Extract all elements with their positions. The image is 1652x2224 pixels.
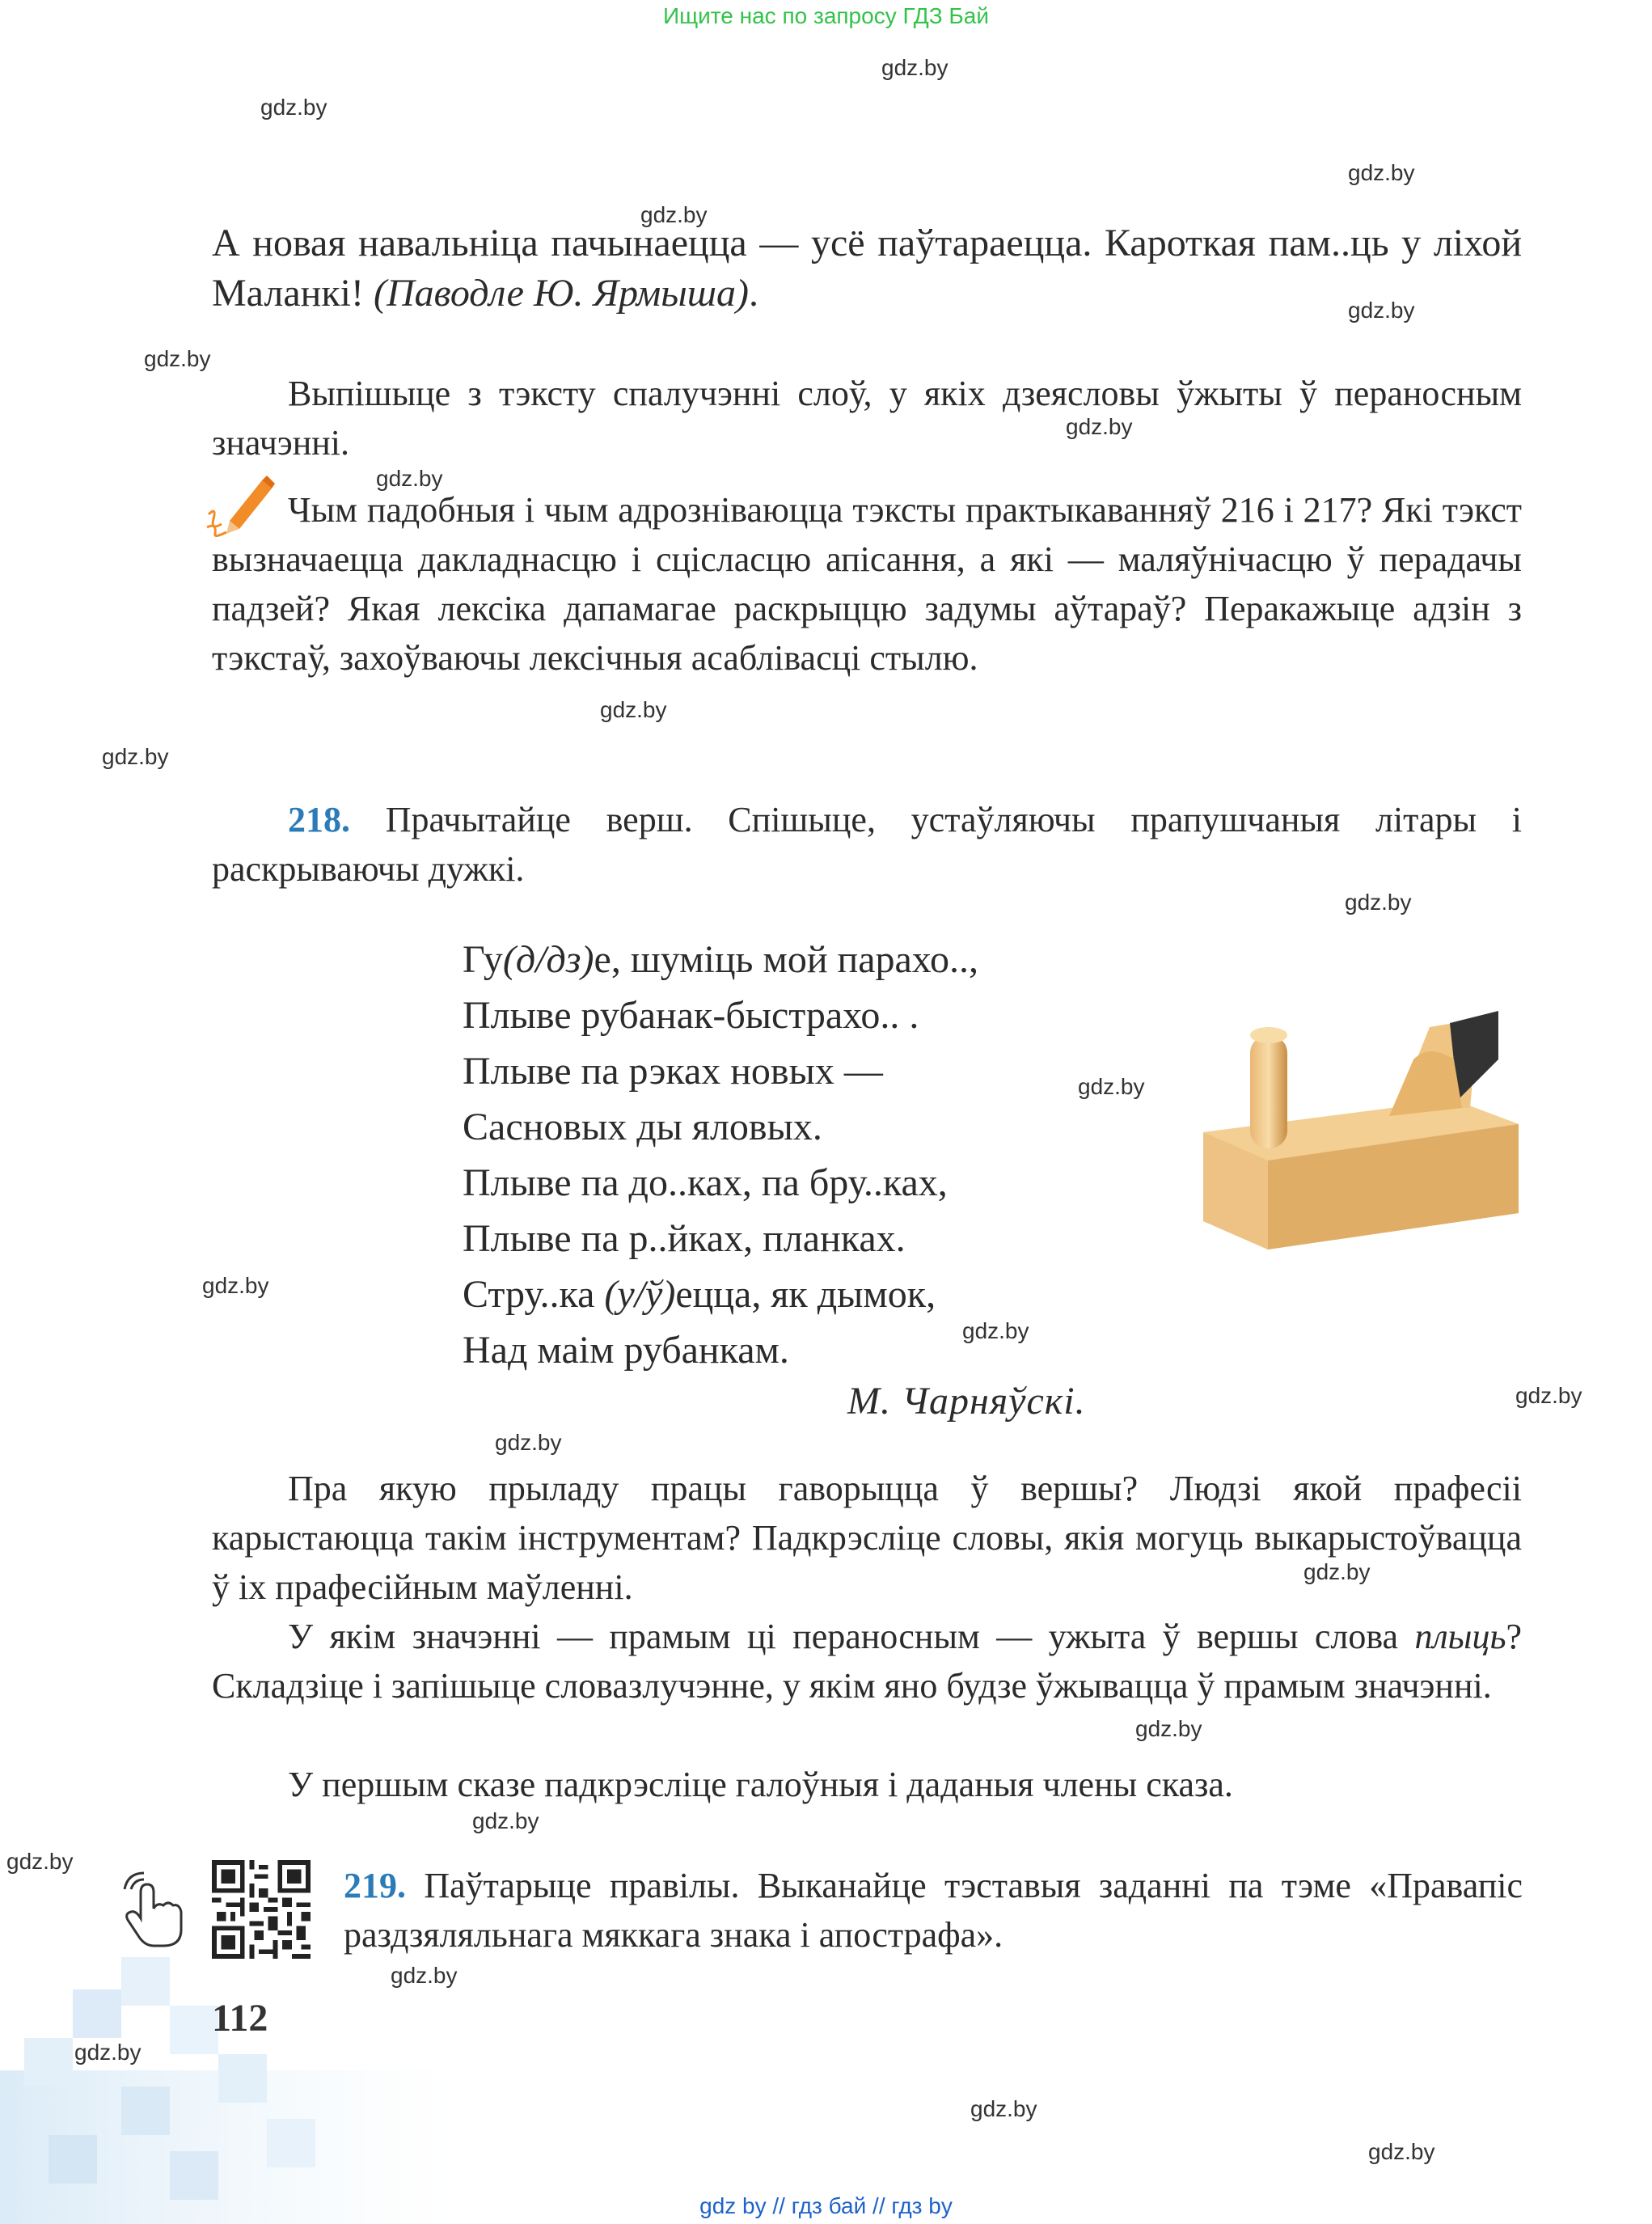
poem: [463, 932, 978, 1378]
poem-line: Плыве па рэках новых —: [463, 1050, 883, 1093]
watermark: gdz.by: [881, 55, 949, 80]
watermark: gdz.by: [1078, 1074, 1145, 1099]
poem-line: Плыве па р..йках, планках.: [463, 1217, 906, 1260]
watermark: gdz.by: [472, 1808, 539, 1833]
watermark: gdz.by: [1345, 890, 1412, 915]
watermark: gdz.by: [962, 1318, 1029, 1343]
exercise-218: 218. Прачытайце верш. Спішыце, устаўляючы прапушчаныя літары і раскрываючы дужкі.: [212, 800, 1523, 889]
watermark: gdz.by: [1348, 160, 1415, 185]
watermark: gdz.by: [1368, 2139, 1435, 2164]
watermark: gdz.by: [260, 95, 327, 120]
watermark: gdz.by: [1135, 1716, 1202, 1741]
exercise-219: 219. Паўтарыце правілы. Выканайце тэставыя заданні па тэме «Правапіс раздзяляльнага мяккага знака і апострафа».: [344, 1866, 1523, 1955]
watermark: gdz.by: [6, 1849, 74, 1874]
poem-line: Над маім рубанкам.: [463, 1329, 789, 1372]
poem-line: Стру..ка (у/ў)ецца, як дымок,: [463, 1273, 936, 1316]
watermark: gdz.by: [391, 1963, 458, 1988]
poem-author: М. Чарняўскі.: [847, 1380, 1086, 1423]
question-3: У першым сказе падкрэсліце галоўныя і даданыя члены сказа.: [288, 1765, 1233, 1804]
task-prev: Выпішыце з тэксту спалучэнні слоў, у якіх дзеясловы ўжыты ў пераносным значэнні.: [212, 374, 1522, 463]
touch-hand-icon[interactable]: [121, 1868, 184, 1949]
watermark: gdz.by: [1515, 1383, 1582, 1408]
poem-line: Сасновых ды яловых.: [463, 1106, 822, 1148]
poem-line: Плыве рубанак-быстрахо.. .: [463, 994, 919, 1037]
text-prev: А новая навальніца пачынаецца — усё паўтараецца. Кароткая пам..ць у ліхой Маланкі! (Паводле Ю. Ярмыша).: [212, 222, 1522, 315]
watermark: gdz.by: [1066, 414, 1133, 439]
page-number: 112: [212, 1997, 268, 2040]
poem-line: Гу(д/дз)е, шуміць мой парахо..,: [463, 938, 978, 981]
watermark: gdz.by: [102, 744, 169, 769]
wood-plane-image: [1187, 1011, 1527, 1254]
exercise-number: 218.: [288, 800, 350, 839]
watermark: gdz.by: [1303, 1559, 1371, 1584]
bottom-banner[interactable]: gdz by // гдз бай // гдз by: [699, 2193, 953, 2218]
watermark: gdz.by: [495, 1430, 562, 1455]
watermark: gdz.by: [144, 346, 211, 371]
exercise-number: 219.: [344, 1866, 406, 1905]
task-compare: Чым падобныя і чым адрозніваюцца тэксты практыкаванняў 216 і 217? Які тэкст вызначаецца дакладнасцю і сцісласцю апісання, а які — маляўнічасцю ў перадачы падзей? Якая лексіка дапамагае раскрыццю задумы аўтараў? Перакажыце адзін з тэкстаў, захоўваючы лексічныя асаблівасці стылю.: [212, 490, 1522, 678]
watermark: gdz.by: [376, 466, 443, 491]
watermark: gdz.by: [74, 2040, 142, 2065]
watermark: gdz.by: [970, 2096, 1037, 2121]
watermark: gdz.by: [600, 697, 667, 722]
poem-line: Плыве па до..ках, па бру..ках,: [463, 1161, 948, 1204]
qr-code[interactable]: [212, 1860, 311, 1959]
watermark: gdz.by: [640, 202, 708, 227]
top-banner[interactable]: Ищите нас по запросу ГДЗ Бай: [662, 3, 990, 28]
question-1: Пра якую прыладу працы гаворыцца ў вершы? Людзі якой прафесіі карыстаюцца такім інструментам? Падкрэсліце словы, якія могуць выкарыстоўвацца ў іх прафесійным маўленні.: [212, 1469, 1522, 1607]
question-2: У якім значэнні — прамым ці пераносным — ужыта ў вершы слова плыць? Складзіце і запішыце словазлучэнне, у якім яно будзе ўжывацца ў прамым значэнні.: [212, 1617, 1522, 1706]
watermark: gdz.by: [1348, 298, 1415, 323]
watermark: gdz.by: [202, 1273, 269, 1298]
